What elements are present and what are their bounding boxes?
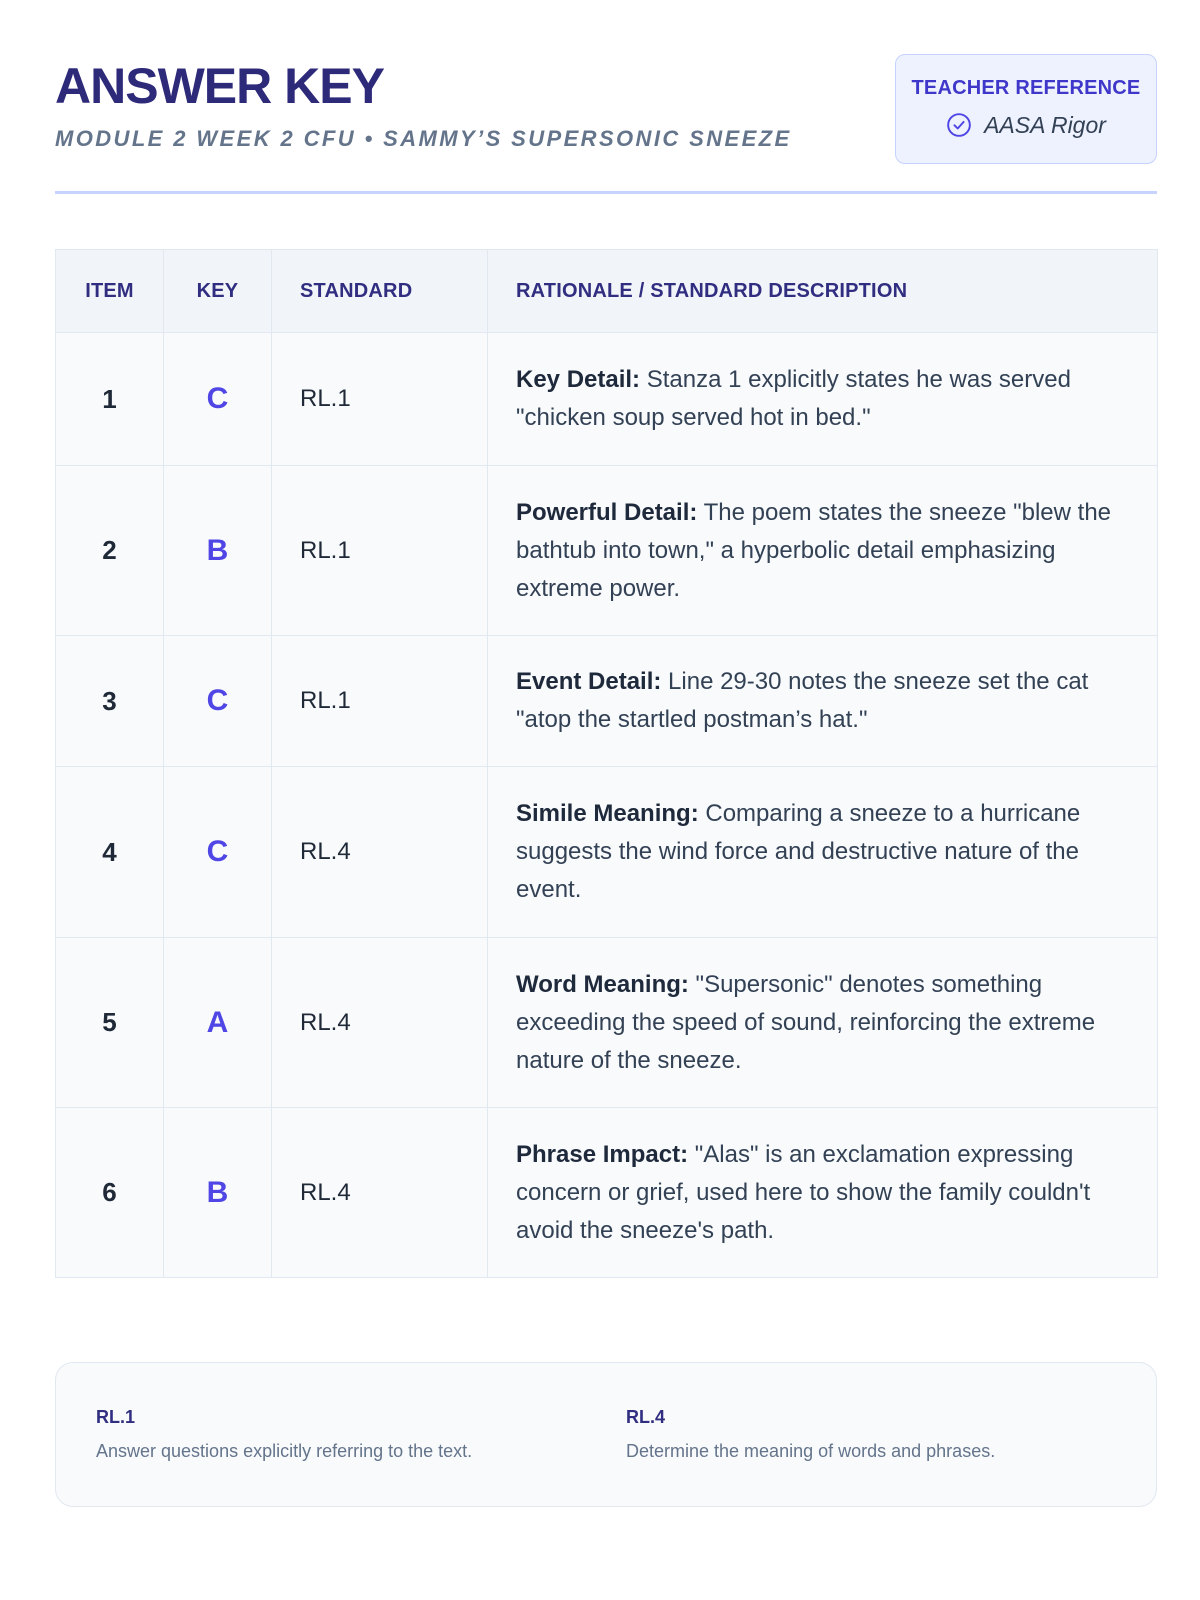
standard-code: RL.4 [272, 938, 488, 1108]
legend-item [626, 1405, 995, 1463]
page-header [55, 52, 1157, 194]
rationale-text: "Supersonic" denotes something exceeding the speed of sound, reinforcing the extreme nature of the sneeze. [516, 970, 1096, 1074]
legend-item [96, 1405, 472, 1463]
answer-key: C [164, 333, 272, 466]
legend-code: RL.4 [626, 1407, 666, 1427]
rationale-label: Key Detail: [516, 366, 641, 393]
teacher-reference-label: TEACHER REFERENCE [911, 77, 1141, 99]
column-header-item: ITEM [56, 250, 164, 333]
rationale-text: Comparing a sneeze to a hurricane suggests the wind force and destructive nature of the event. [516, 800, 1081, 903]
item-number: 1 [56, 333, 164, 466]
teacher-reference-text: AASA Rigor [984, 112, 1106, 138]
item-number: 4 [56, 767, 164, 938]
item-number: 5 [56, 938, 164, 1108]
standard-code: RL.1 [272, 466, 488, 636]
rationale-cell [488, 1108, 1158, 1278]
rationale-text: "Alas" is an exclamation expressing concern or grief, used here to show the family couldn't avoid the sneeze's path. [516, 1140, 1091, 1244]
table-row [56, 938, 1158, 1108]
standard-code: RL.1 [272, 636, 488, 767]
answer-key: B [164, 1108, 272, 1278]
page-subtitle: MODULE 2 WEEK 2 CFU • SAMMY’S SUPERSONIC SNEEZE [55, 126, 792, 151]
standard-code: RL.4 [272, 767, 488, 938]
rationale-text: Stanza 1 explicitly states he was served "chicken soup served hot in bed." [516, 366, 1071, 431]
rationale-label: Phrase Impact: [516, 1140, 689, 1168]
table-row [56, 767, 1158, 938]
legend-code: RL.1 [96, 1407, 136, 1427]
rationale-cell [488, 938, 1158, 1108]
column-header-key: KEY [164, 250, 272, 333]
table-row [56, 1108, 1158, 1278]
answer-key-table [55, 249, 1158, 1278]
check-circle-icon [946, 112, 972, 138]
rationale-text: The poem states the sneeze "blew the bathtub into town," a hyperbolic detail emphasizing extreme power. [516, 498, 1112, 602]
table-row [56, 466, 1158, 636]
table-row [56, 333, 1158, 466]
column-header-rationale: RATIONALE / STANDARD DESCRIPTION [488, 250, 1158, 333]
legend-description: Answer questions explicitly referring to the text. [96, 1441, 473, 1461]
rationale-text: Line 29-30 notes the sneeze set the cat "atop the startled postman’s hat." [516, 668, 1089, 733]
rationale-cell [488, 767, 1158, 938]
item-number: 2 [56, 466, 164, 636]
rationale-cell [488, 466, 1158, 636]
answer-key: C [164, 767, 272, 938]
rationale-label: Event Detail: [516, 668, 662, 695]
rationale-label: Powerful Detail: [516, 498, 698, 526]
item-number: 6 [56, 1108, 164, 1278]
rationale-label: Word Meaning: [516, 970, 689, 998]
table-row [56, 636, 1158, 767]
rationale-cell [488, 636, 1158, 767]
standard-code: RL.1 [272, 333, 488, 466]
teacher-reference-box [895, 54, 1157, 164]
table-header-row [56, 250, 1158, 333]
page-title: ANSWER KEY [55, 58, 384, 114]
legend-description: Determine the meaning of words and phrases. [626, 1441, 996, 1461]
rationale-label: Simile Meaning: [516, 800, 699, 827]
answer-key: B [164, 466, 272, 636]
item-number: 3 [56, 636, 164, 767]
answer-key: A [164, 938, 272, 1108]
answer-key: C [164, 636, 272, 767]
standard-code: RL.4 [272, 1108, 488, 1278]
column-header-standard: STANDARD [272, 250, 488, 333]
teacher-reference-line [896, 111, 1156, 139]
rationale-cell [488, 333, 1158, 466]
standards-legend [55, 1362, 1157, 1507]
